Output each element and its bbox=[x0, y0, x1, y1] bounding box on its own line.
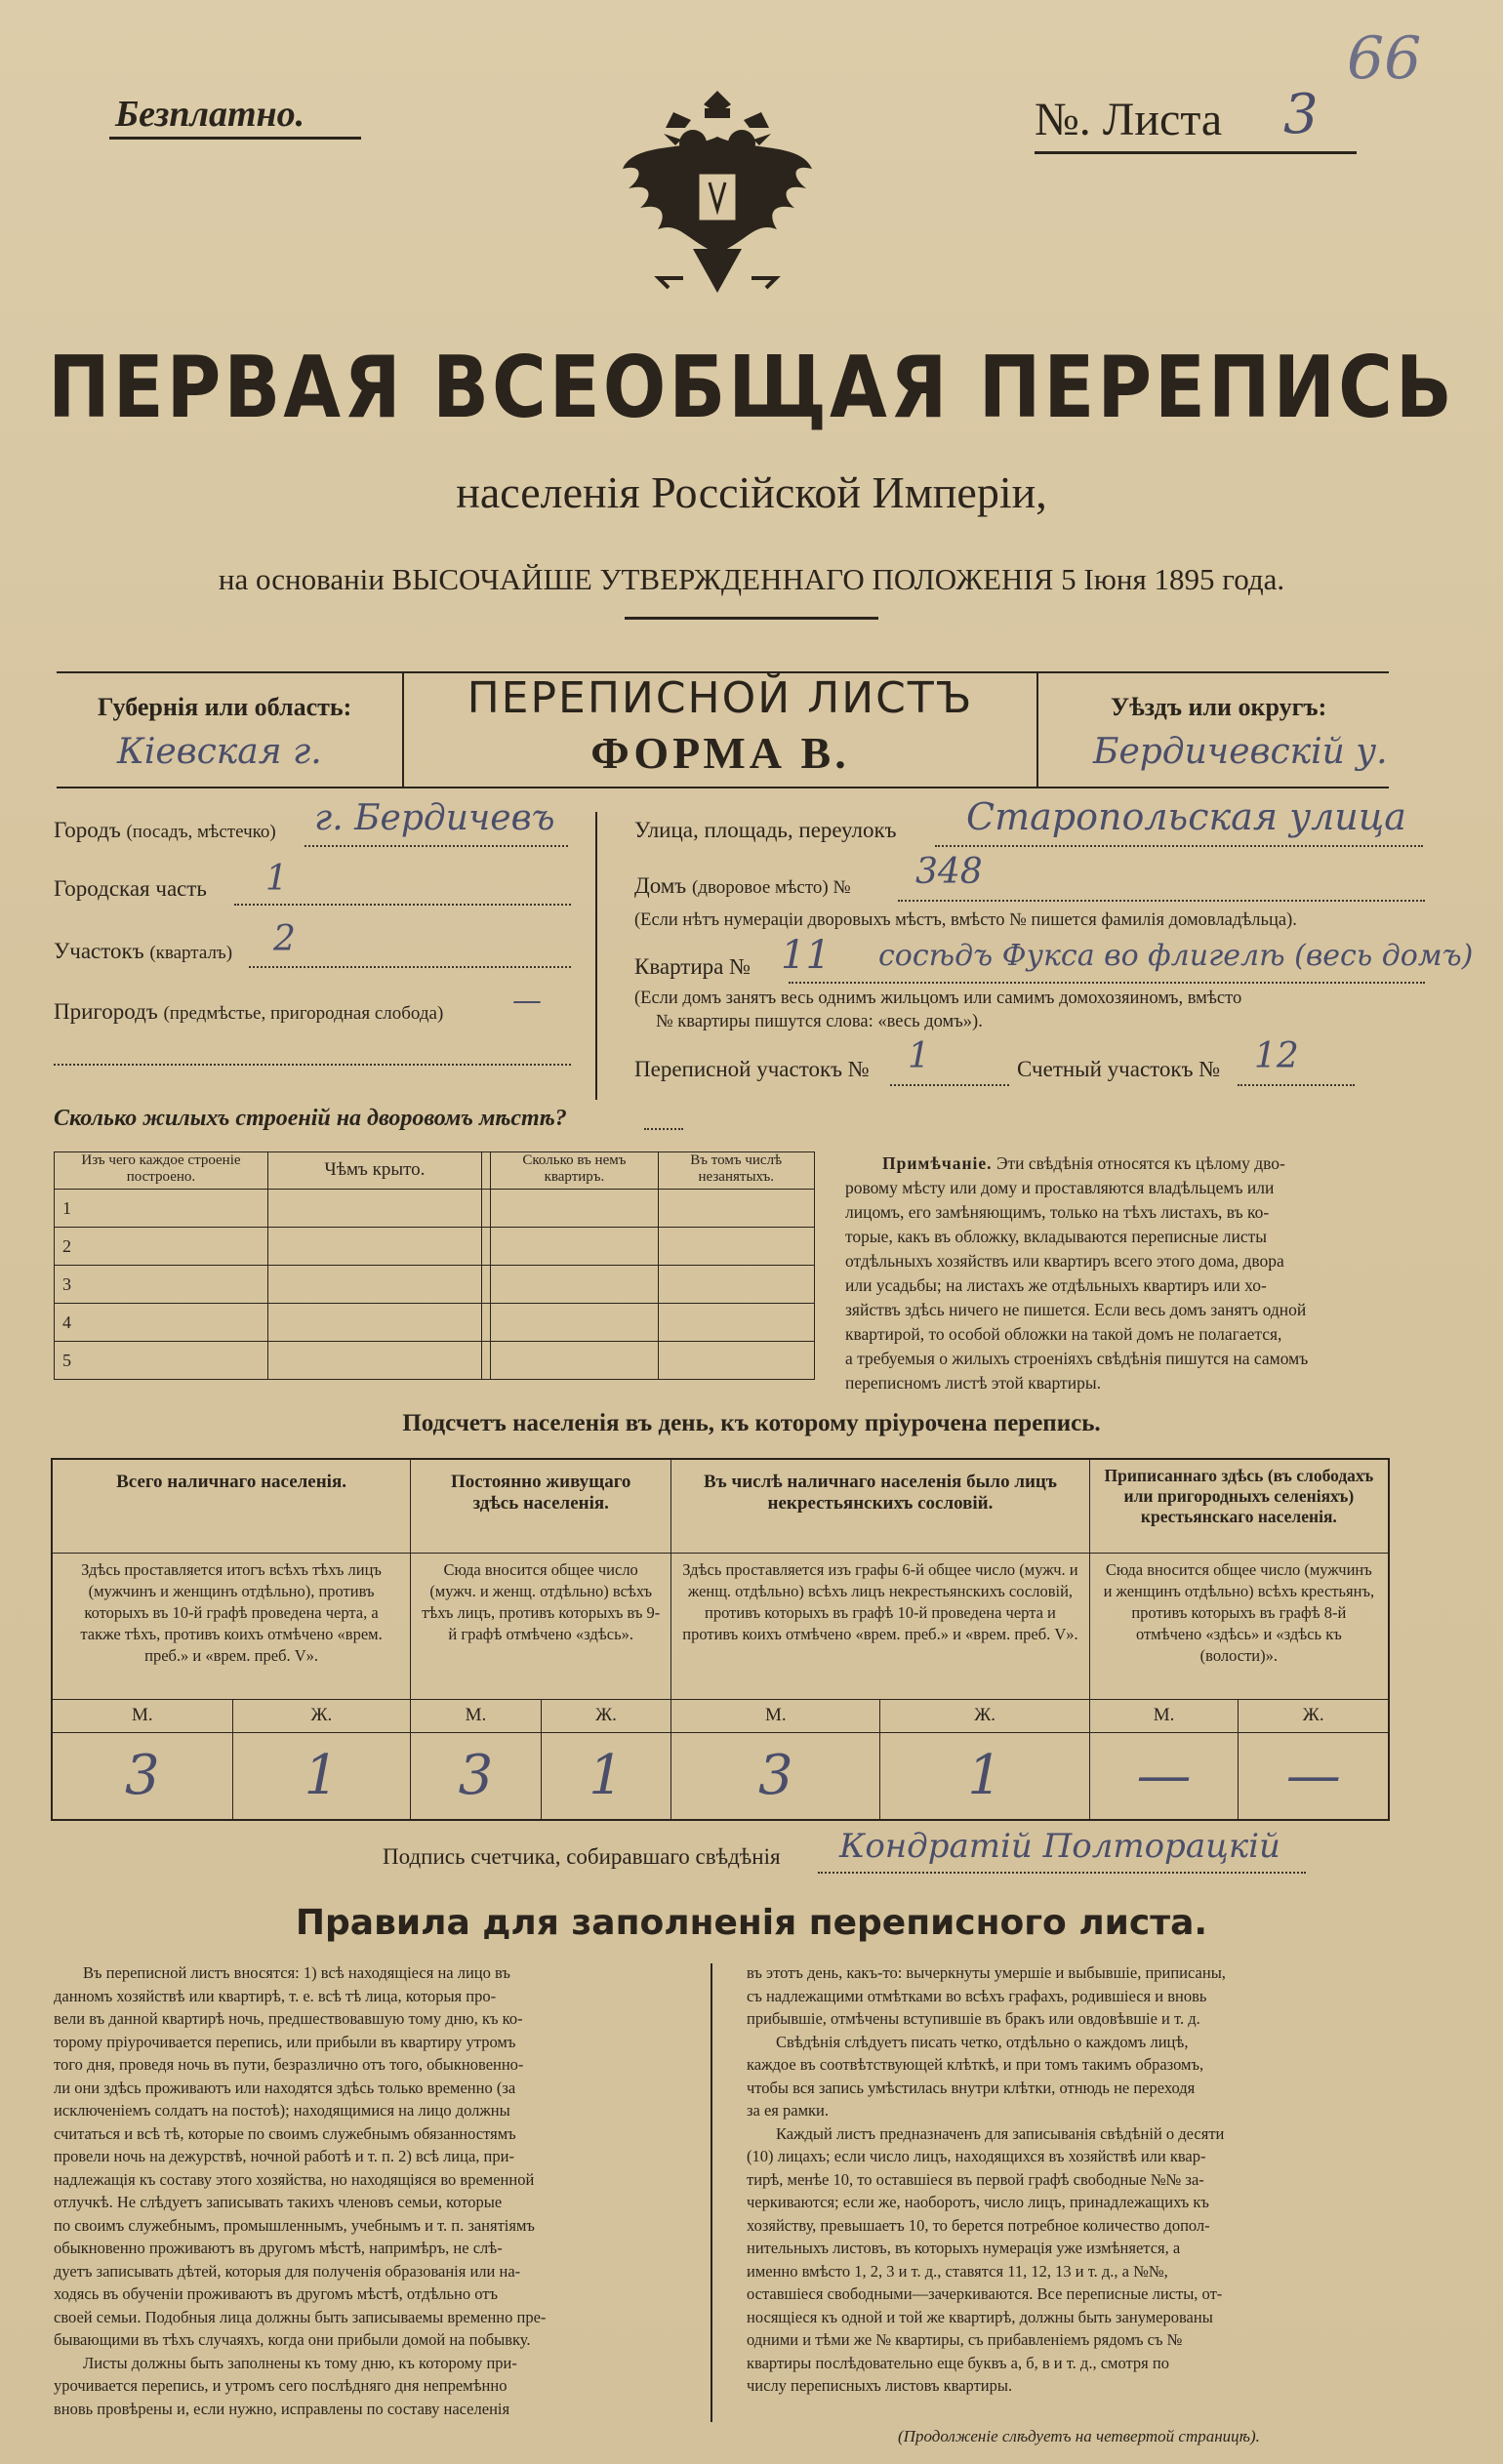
free-label-underline bbox=[109, 137, 361, 140]
left-line: по своимъ служебнымъ, промышленнымъ, учебнымъ и т. п. занятіямъ bbox=[54, 2215, 535, 2235]
apartment-hint-2: № квартиры пишутся слова: «весь домъ»). bbox=[656, 1012, 983, 1031]
note-line-7: квартирой, то особой обложки на такой домъ не полагается, bbox=[845, 1324, 1282, 1344]
suburb-row bbox=[54, 999, 443, 1025]
apartment-hint-1: (Если домъ занятъ весь однимъ жильцомъ или самимъ домохозяиномъ, вмѣсто bbox=[634, 989, 1242, 1008]
population-desc-nonpeasant: Здѣсь проставляется изъ графы 6-й общее число (мужч. и женщ. отдѣльно) всѣхъ лицъ некрестьянскихъ сословій, противъ которыхъ въ графѣ 10-й проведена черта и противъ коихъ отмѣчено «врем. преб.» и «врем. преб. V». bbox=[671, 1553, 1089, 1699]
house-note: (дворовое мѣсто) № bbox=[691, 877, 851, 898]
precinct-row bbox=[54, 939, 232, 964]
house-hint: (Если нѣтъ нумераціи дворовыхъ мѣстъ, вмѣсто № пишется фамилія домовладѣльца). bbox=[634, 910, 1297, 930]
address-divider bbox=[595, 812, 597, 1100]
right-line: чтобы вся запись умѣстилась внутри клѣтки, отнюдь не переходя bbox=[747, 2078, 1196, 2097]
m-label-total: М. bbox=[52, 1699, 232, 1732]
buildings-row-1: 1 bbox=[55, 1190, 268, 1228]
apartment-value: 11 bbox=[781, 933, 831, 978]
left-line: данномъ хозяйствѣ или квартирѣ, т. е. всѣ тѣ лица, которыя про- bbox=[54, 1986, 497, 2005]
rules-continued: (Продолженіе слѣдуетъ на четвертой страницѣ). bbox=[898, 2427, 1260, 2445]
right-line: Каждый листъ предназначенъ для записыванія свѣдѣній о десяти bbox=[776, 2123, 1225, 2143]
signature-label: Подпись счетчика, собиравшаго свѣдѣнія bbox=[383, 1844, 781, 1869]
count-peasant-female[interactable]: — bbox=[1239, 1732, 1389, 1820]
free-label: Безплатно. bbox=[115, 94, 305, 135]
count-area-value: 12 bbox=[1254, 1036, 1299, 1076]
signature-value: Кондратій Полторацкій bbox=[839, 1827, 1280, 1866]
house-label: Домъ bbox=[634, 873, 687, 898]
note-line-0: Эти свѣдѣнія относятся къ цѣлому дво- bbox=[995, 1153, 1285, 1173]
form-box-bottom bbox=[57, 787, 1389, 788]
left-line: торому пріурочивается перепись, или прибыли въ квартиру утромъ bbox=[54, 2032, 516, 2051]
city-part-field-line[interactable] bbox=[234, 904, 571, 906]
buildings-row-4: 4 bbox=[55, 1304, 268, 1342]
count-nonpeasant-male[interactable]: 3 bbox=[671, 1732, 880, 1820]
population-head-total: Всего наличнаго населенія. bbox=[52, 1459, 411, 1553]
census-area-field-line[interactable] bbox=[890, 1084, 1009, 1086]
left-line: ли они здѣсь проживаютъ или находятся здѣсь только временно (за bbox=[54, 2078, 516, 2097]
population-head-peasant: Приписаннаго здѣсь (въ слободахъ или пригородныхъ селеніяхъ) крестьянскаго населенія. bbox=[1089, 1459, 1389, 1553]
note-line-8: а требуемыя о жилыхъ строеніяхъ свѣдѣнія пишутся на самомъ bbox=[845, 1349, 1309, 1368]
count-permanent-male[interactable]: 3 bbox=[411, 1732, 542, 1820]
left-line: считаться и всѣ тѣ, которые по своимъ служебнымъ обязанностямъ bbox=[54, 2123, 516, 2143]
street-label: Улица, площадь, переулокъ bbox=[634, 818, 897, 842]
note-line-3: торые, какъ въ обложку, вкладываются переписные листы bbox=[845, 1227, 1268, 1246]
rules-right-column bbox=[747, 1961, 1391, 2398]
count-total-female[interactable]: 1 bbox=[232, 1732, 411, 1820]
city-field-line[interactable] bbox=[305, 845, 568, 847]
buildings-col-roof: Чѣмъ крыто. bbox=[267, 1152, 481, 1190]
buildings-row-3: 3 bbox=[55, 1266, 268, 1304]
right-line: носящіеся къ одной и той же квартирѣ, должны быть занумерованы bbox=[747, 2307, 1213, 2326]
district-value: Бердичевскій у. bbox=[1093, 732, 1388, 772]
buildings-col-material: Изъ чего каждое строеніе построено. bbox=[55, 1152, 268, 1190]
suburb-value: — bbox=[512, 984, 542, 1018]
right-line: черкиваются; если же, наоборотъ, число лицъ, принадлежащихъ къ bbox=[747, 2193, 1209, 2211]
right-line: каждое въ соотвѣтствующей клѣткѣ, и при томъ такимъ образомъ, bbox=[747, 2055, 1204, 2074]
population-desc-peasant: Сюда вносится общее число (мужчинъ и женщинъ отдѣльно) всѣхъ крестьянъ, противъ которыхъ въ графѣ 8-й отмѣчено «здѣсь» и «здѣсь къ (волости)». bbox=[1089, 1553, 1389, 1699]
left-line: своей семьи. Подобныя лица должны быть записываемы временно пре- bbox=[54, 2307, 547, 2326]
census-area-value: 1 bbox=[908, 1036, 930, 1076]
note-line-5: или усадьбы; на листахъ же отдѣльныхъ квартиръ или хо- bbox=[845, 1275, 1267, 1295]
population-desc-permanent: Сюда вносится общее число (мужч. и женщ. отдѣльно) всѣхъ тѣхъ лицъ, противъ которыхъ въ 9-й графѣ отмѣчено «здѣсь». bbox=[411, 1553, 671, 1699]
m-label-nonpeasant: М. bbox=[671, 1699, 880, 1732]
precinct-value: 2 bbox=[273, 919, 296, 959]
right-line: за ея рамки. bbox=[747, 2101, 829, 2120]
right-line: съ надлежащими отмѣтками во всѣхъ графахъ, родившіеся и вновь bbox=[747, 1986, 1207, 2005]
city-part-value: 1 bbox=[265, 859, 288, 899]
precinct-field-line[interactable] bbox=[249, 966, 571, 968]
street-value: Старопольская улица bbox=[966, 795, 1406, 838]
basis-line: на основаніи ВЫСОЧАЙШЕ УТВЕРЖДЕННАГО ПОЛОЖЕНІЯ 5 Іюня 1895 года. bbox=[218, 562, 1285, 596]
left-line: вели въ данной квартирѣ ночь, предшествовавшую тому дню, къ ко- bbox=[54, 2009, 523, 2028]
left-line: отлучкѣ. Не слѣдуетъ записывать такихъ членовъ семьи, которые bbox=[54, 2193, 503, 2211]
form-box-divider-right bbox=[1036, 671, 1038, 788]
population-head-permanent: Постоянно живущаго здѣсь населенія. bbox=[411, 1459, 671, 1553]
apartment-label: Квартира № bbox=[634, 954, 752, 979]
rules-column-divider bbox=[711, 1963, 712, 2422]
province-value: Кіевская г. bbox=[117, 732, 322, 772]
city-part-label: Городская часть bbox=[54, 876, 207, 901]
right-line: тирѣ, менѣе 10, то оставшіеся въ первой графѣ свободные №№ за- bbox=[747, 2169, 1204, 2189]
main-title: ПЕРВАЯ ВСЕОБЩАЯ ПЕРЕПИСЬ bbox=[48, 337, 1455, 437]
m-label-peasant: М. bbox=[1089, 1699, 1239, 1732]
population-title: Подсчетъ населенія въ день, къ которому пріурочена перепись. bbox=[402, 1410, 1101, 1436]
right-line: Свѣдѣнія слѣдуетъ писать четко, отдѣльно о каждомъ лицѣ, bbox=[776, 2032, 1189, 2051]
right-line: въ этотъ день, какъ-то: вычеркнуты умершіе и выбывшіе, приписаны, bbox=[747, 1963, 1226, 1982]
right-line: прибывшіе, отмѣчены вступившіе въ бракъ или овдовѣвшіе и т. д. bbox=[747, 2009, 1200, 2028]
population-desc-total: Здѣсь проставляется итогъ всѣхъ тѣхъ лицъ (мужчинъ и женщинъ отдѣльно), противъ которыхъ въ 10-й графѣ проведена черта, а также тѣхъ, противъ коихъ отмѣчено «врем. преб.» и «врем. преб. V». bbox=[52, 1553, 411, 1699]
buildings-col-vacant: Въ томъ числѣ незанятыхъ. bbox=[658, 1152, 815, 1190]
suburb-label: Пригородъ bbox=[54, 999, 158, 1024]
apartment-extra: сосѣдъ Фукса во флигелѣ (весь домъ) bbox=[878, 939, 1474, 973]
note-title: Примѣчаніе. bbox=[882, 1153, 993, 1173]
apartment-field-line[interactable] bbox=[789, 982, 1425, 984]
right-line: числу переписныхъ листовъ квартиры. bbox=[747, 2376, 1013, 2395]
buildings-question: Сколько жилыхъ строеній на дворовомъ мѣстѣ? bbox=[54, 1106, 567, 1131]
count-area-label: Счетный участокъ № bbox=[1017, 1057, 1221, 1081]
left-line: бывающими въ тѣхъ случаяхъ, когда они прибыли домой на побывку. bbox=[54, 2330, 531, 2349]
house-row bbox=[634, 873, 851, 899]
count-area-field-line[interactable] bbox=[1238, 1084, 1355, 1086]
buildings-table bbox=[54, 1151, 815, 1380]
count-permanent-female[interactable]: 1 bbox=[541, 1732, 671, 1820]
right-line: (10) лицахъ; если число лицъ, находящихся въ хозяйствѣ или квар- bbox=[747, 2147, 1206, 2165]
precinct-note: (кварталъ) bbox=[149, 943, 233, 963]
left-line: надлежащія къ составу этого хозяйства, но находящіяся во временной bbox=[54, 2169, 535, 2189]
header-divider bbox=[625, 617, 878, 620]
district-label: Уѣздъ или округъ: bbox=[1111, 693, 1327, 721]
f-label-permanent: Ж. bbox=[541, 1699, 671, 1732]
archive-number: 66 bbox=[1347, 24, 1422, 93]
count-peasant-male[interactable]: — bbox=[1089, 1732, 1239, 1820]
left-line: ходясь въ обученіи проживаютъ въ другомъ мѣстѣ, отдѣльно отъ bbox=[54, 2284, 499, 2303]
left-line: обыкновенно проживаютъ въ другомъ мѣстѣ, напримѣръ, не слѣ- bbox=[54, 2239, 503, 2257]
note-line-1: ровому мѣсту или дому и проставляются владѣльцемъ или bbox=[845, 1178, 1275, 1197]
note-line-6: зяйствъ здѣсь ничего не пишется. Если весь домъ занятъ одной bbox=[845, 1300, 1307, 1319]
left-line: провели ночь на дежурствѣ, ночной работѣ и т. п. 2) всѣ лица, при- bbox=[54, 2147, 514, 2165]
f-label-total: Ж. bbox=[232, 1699, 411, 1732]
sheet-number-value: 3 bbox=[1283, 83, 1319, 146]
population-table bbox=[51, 1458, 1390, 1821]
street-field-line[interactable] bbox=[935, 845, 1423, 847]
city-row bbox=[54, 818, 276, 843]
province-label: Губернія или область: bbox=[98, 693, 352, 721]
rules-left-column bbox=[54, 1961, 693, 2420]
house-value: 348 bbox=[915, 852, 983, 892]
m-label-permanent: М. bbox=[411, 1699, 542, 1732]
note-line-9: переписномъ листѣ этой квартиры. bbox=[845, 1373, 1101, 1393]
left-line: того дня, проведя ночь въ пути, безразлично отъ того, обыкновенно- bbox=[54, 2055, 524, 2074]
left-line: урочивается перепись, и утромъ сего послѣдняго дня непремѣнно bbox=[54, 2376, 508, 2395]
right-line: одними и тѣми же № квартиры, съ прибавленіемъ рядомъ съ № bbox=[747, 2330, 1183, 2349]
form-title: ПЕРЕПИСНОЙ ЛИСТЪ bbox=[467, 673, 974, 723]
subtitle: населенія Россійской Имперіи, bbox=[456, 467, 1047, 517]
imperial-eagle-icon bbox=[615, 83, 820, 303]
city-note: (посадъ, мѣстечко) bbox=[126, 822, 276, 842]
count-total-male[interactable]: 3 bbox=[52, 1732, 232, 1820]
suburb-field-line[interactable] bbox=[54, 1064, 571, 1066]
left-line: вновь провѣрены и, если нужно, исправлены по составу населенія bbox=[54, 2399, 510, 2418]
left-line: дуетъ записывать дѣтей, которыя для полученія образованія или на- bbox=[54, 2261, 521, 2281]
right-line: квартиры послѣдовательно еще буквъ а, б, в и т. д., смотря по bbox=[747, 2353, 1169, 2372]
suburb-note: (предмѣстье, пригородная слобода) bbox=[163, 1003, 444, 1024]
buildings-row-2: 2 bbox=[55, 1228, 268, 1266]
right-line: именно вмѣсто 1, 2, 3 и т. д., ставятся 11, 12, 13 и т. д., а №№, bbox=[747, 2261, 1168, 2281]
left-line: исключеніемъ солдатъ на постоѣ); находящимися на лицо должны bbox=[54, 2101, 510, 2120]
left-line: Въ переписной листъ вносятся: 1) всѣ находящіеся на лицо въ bbox=[83, 1963, 510, 1982]
left-line: Листы должны быть заполнены къ тому дню, къ которому при- bbox=[83, 2353, 517, 2372]
right-line: оставшіеся свободными—зачеркиваются. Все переписные листы, от- bbox=[747, 2284, 1223, 2303]
note-block bbox=[845, 1151, 1392, 1395]
city-label: Городъ bbox=[54, 818, 121, 842]
precinct-label: Участокъ bbox=[54, 939, 144, 963]
note-line-4: отдѣльныхъ хозяйствъ или квартиръ всего этого дома, двора bbox=[845, 1251, 1284, 1271]
population-head-nonpeasant: Въ числѣ наличнаго населенія было лицъ некрестьянскихъ сословій. bbox=[671, 1459, 1089, 1553]
f-label-peasant: Ж. bbox=[1239, 1699, 1389, 1732]
f-label-nonpeasant: Ж. bbox=[880, 1699, 1089, 1732]
note-line-2: лицомъ, его замѣняющимъ, только на тѣхъ листахъ, въ ко- bbox=[845, 1202, 1270, 1222]
buildings-question-line[interactable] bbox=[644, 1128, 683, 1130]
rules-title: Правила для заполненія переписного листа. bbox=[295, 1903, 1208, 1943]
count-nonpeasant-female[interactable]: 1 bbox=[880, 1732, 1089, 1820]
sheet-number-label: №. Листа bbox=[1035, 94, 1223, 145]
buildings-row-5: 5 bbox=[55, 1342, 268, 1380]
house-field-line[interactable] bbox=[898, 900, 1425, 902]
right-line: нительныхъ листовъ, въ которыхъ нумерація уже измѣняется, а bbox=[747, 2239, 1181, 2257]
form-name: ФОРМА В. bbox=[590, 728, 850, 778]
sheet-number-underline bbox=[1035, 151, 1357, 154]
signature-field-line[interactable] bbox=[818, 1872, 1306, 1874]
buildings-col-apartments: Сколько въ немъ квартиръ. bbox=[491, 1152, 658, 1190]
census-area-label: Переписной участокъ № bbox=[634, 1057, 870, 1081]
right-line: хозяйству, превышаетъ 10, то берется потребное количество допол- bbox=[747, 2215, 1210, 2235]
city-value: г. Бердичевъ bbox=[314, 798, 555, 838]
